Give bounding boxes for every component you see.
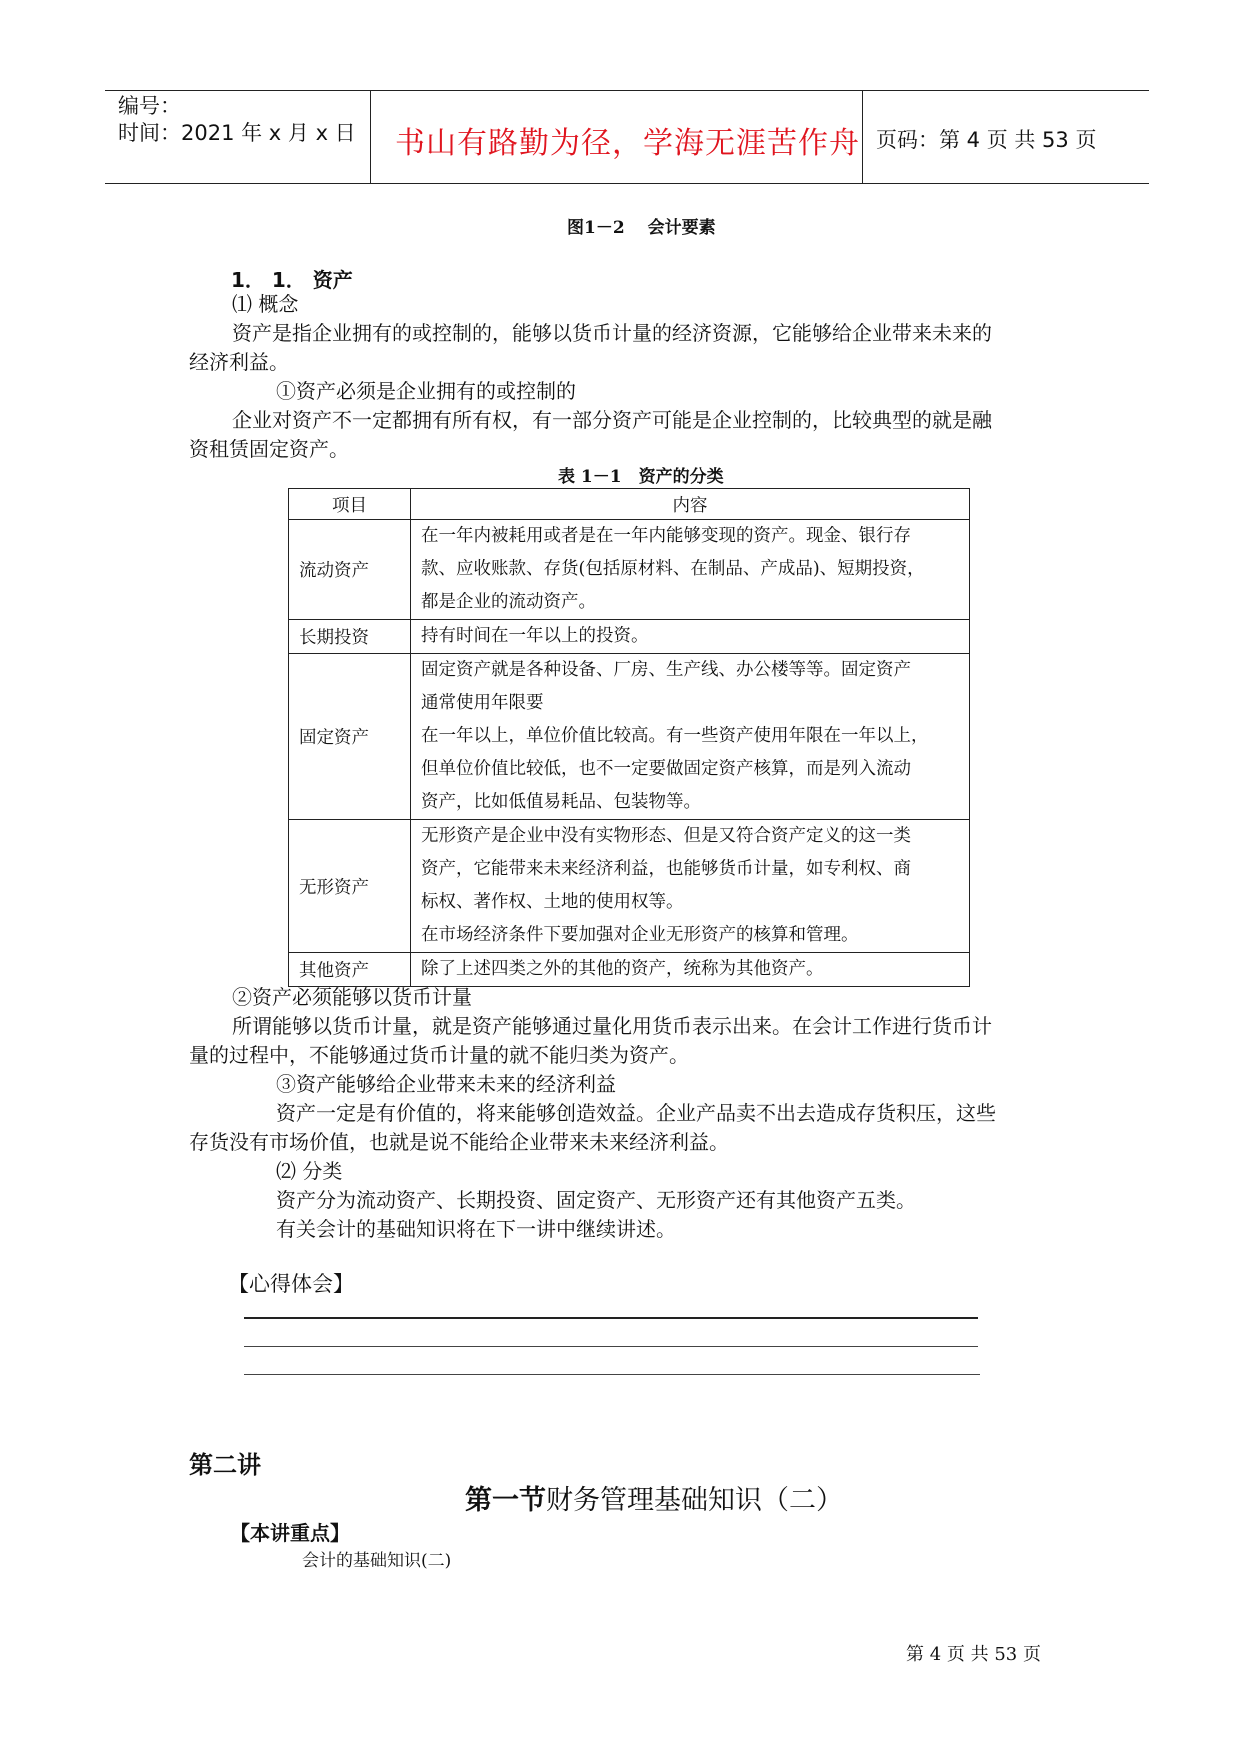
point2-title: ②资产必须能够以货币计量 <box>232 985 472 1009</box>
table-row <box>289 520 970 620</box>
table-row <box>289 953 970 987</box>
footer-page-number: 第 4 页 共 53 页 <box>906 1644 1041 1665</box>
row-content-line: 都是企业的流动资产。 <box>421 592 596 612</box>
header-divider-right <box>862 91 863 184</box>
row-content-line: 资产，它能带来未来经济利益，也能够货币计量，如专利权、商 <box>421 859 911 879</box>
lecture-title: 第二讲 <box>189 1451 261 1479</box>
section-title-rest: 财务管理基础知识（二） <box>546 1485 843 1516</box>
point3-line-2: 存货没有市场价值，也就是说不能给企业带来未来经济利益。 <box>189 1130 729 1154</box>
table-row <box>289 820 970 953</box>
focus-label: 【本讲重点】 <box>230 1521 350 1545</box>
row-item: 其他资产 <box>289 953 411 987</box>
table-header-row <box>289 489 970 520</box>
point2-line-2: 量的过程中，不能够通过货币计量的就不能归类为资产。 <box>189 1043 689 1067</box>
row-content <box>411 520 970 620</box>
header-serial: 编号： <box>118 94 181 118</box>
row-content-line: 标权、著作权、土地的使用权等。 <box>421 892 684 912</box>
row-content-line: 在市场经济条件下要加强对企业无形资产的核算和管理。 <box>421 925 859 945</box>
header-motto: 书山有路勤为径，学海无涯苦作舟 <box>395 126 860 161</box>
row-content <box>411 820 970 953</box>
section-heading: 1． 1． 资产 <box>231 268 353 292</box>
header-bottom-border <box>105 183 1149 184</box>
header-divider-left <box>370 91 371 184</box>
row-content-line: 款、应收账款、存货(包括原材料、在制品、产成品)、短期投资， <box>421 559 925 579</box>
reflection-line-3 <box>244 1374 980 1375</box>
header-top-border <box>105 90 1149 91</box>
row-content-line: 在一年以上，单位价值比较高。有一些资产使用年限在一年以上， <box>421 726 929 746</box>
row-content <box>411 654 970 820</box>
section-title <box>465 1478 843 1517</box>
concept-label: ⑴ 概念 <box>232 292 299 316</box>
header-time: 时间：2021 年 x 月 x 日 <box>118 121 356 145</box>
point1-line-1: 企业对资产不一定都拥有所有权，有一部分资产可能是企业控制的，比较典型的就是融 <box>232 408 992 432</box>
row-content <box>411 953 970 987</box>
row-content-line: 除了上述四类之外的其他的资产，统称为其他资产。 <box>421 959 824 979</box>
table-header-item: 项目 <box>289 489 411 520</box>
table-caption: 表 1－1 资产的分类 <box>558 467 724 487</box>
table-header-content: 内容 <box>411 489 970 520</box>
point1-line-2: 资租赁固定资产。 <box>189 437 349 461</box>
row-content-line: 在一年内被耗用或者是在一年内能够变现的资产。现金、银行存 <box>421 526 911 546</box>
row-item: 长期投资 <box>289 620 411 654</box>
figure-caption: 图1－2 会计要素 <box>567 218 716 238</box>
table-row <box>289 654 970 820</box>
row-item: 流动资产 <box>289 520 411 620</box>
definition-line-2: 经济利益。 <box>189 350 289 374</box>
classify-label: ⑵ 分类 <box>276 1159 343 1183</box>
point1-title: ①资产必须是企业拥有的或控制的 <box>276 379 576 403</box>
point3-title: ③资产能够给企业带来未来的经济利益 <box>276 1072 616 1096</box>
asset-classification-table <box>288 488 970 987</box>
definition-line-1: 资产是指企业拥有的或控制的，能够以货币计量的经济资源，它能够给企业带来未来的 <box>232 321 992 345</box>
reflection-line-1 <box>244 1317 978 1319</box>
point2-line-1: 所谓能够以货币计量，就是资产能够通过量化用货币表示出来。在会计工作进行货币计 <box>232 1014 992 1038</box>
classify-text: 资产分为流动资产、长期投资、固定资产、无形资产还有其他资产五类。 <box>276 1188 916 1212</box>
header-page-number: 页码：第 4 页 共 53 页 <box>876 128 1097 152</box>
section-title-bold: 第一节 <box>465 1485 546 1516</box>
continue-text: 有关会计的基础知识将在下一讲中继续讲述。 <box>276 1217 676 1241</box>
row-content-line: 无形资产是企业中没有实物形态、但是又符合资产定义的这一类 <box>421 826 911 846</box>
reflection-label: 【心得体会】 <box>228 1272 354 1296</box>
row-content-line: 资产，比如低值易耗品、包装物等。 <box>421 792 701 812</box>
row-content-line: 通常使用年限要 <box>421 693 544 713</box>
table-row <box>289 620 970 654</box>
point3-line-1: 资产一定是有价值的，将来能够创造效益。企业产品卖不出去造成存货积压，这些 <box>276 1101 996 1125</box>
row-content-line: 固定资产就是各种设备、厂房、生产线、办公楼等等。固定资产 <box>421 660 911 680</box>
row-item: 固定资产 <box>289 654 411 820</box>
row-content-line: 持有时间在一年以上的投资。 <box>421 626 649 646</box>
focus-item: 会计的基础知识(二) <box>302 1551 452 1571</box>
reflection-line-2 <box>244 1346 978 1347</box>
row-content-line: 但单位价值比较低，也不一定要做固定资产核算，而是列入流动 <box>421 759 911 779</box>
row-content <box>411 620 970 654</box>
row-item: 无形资产 <box>289 820 411 953</box>
